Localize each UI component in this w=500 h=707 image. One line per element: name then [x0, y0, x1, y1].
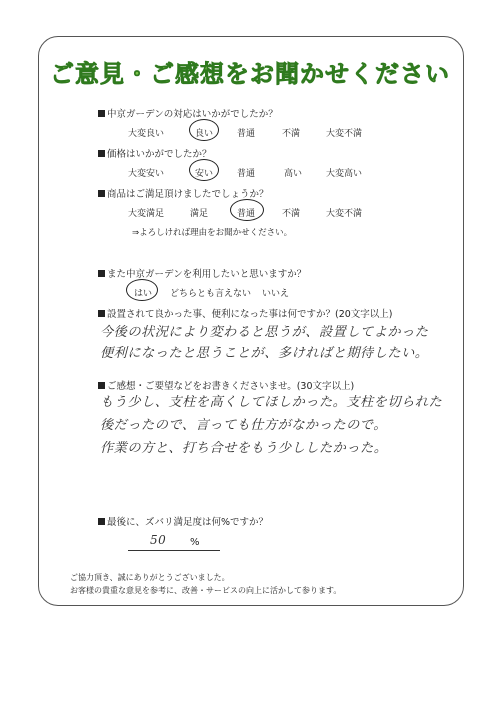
q2-option-5[interactable]: 大変高い	[326, 169, 363, 179]
survey-title: ご意見・ご感想をお聞かせください	[50, 60, 450, 88]
q3-option-4[interactable]: 不満	[282, 209, 301, 219]
square-bullet-icon	[98, 190, 105, 197]
q2-option-4[interactable]: 高い	[284, 169, 303, 179]
question-4-label: また中京ガーデンを利用したいと思いますか？	[98, 266, 306, 280]
q2-option-1[interactable]: 大変安い	[128, 169, 165, 179]
q2-option-2[interactable]: 安い	[195, 169, 214, 179]
q4-option-2[interactable]: どちらとも言えない	[170, 289, 252, 299]
q4-selected-circle	[126, 279, 158, 301]
question-6-label: ご感想・ご要望などをお書きくださいませ。(30文字以上)	[98, 378, 354, 392]
q6-answer-line-1: もう少し、支柱を高くしてほしかった。支柱を切られた	[100, 395, 443, 410]
percent-unit: %	[190, 537, 200, 548]
q3-option-5[interactable]: 大変不満	[326, 209, 363, 219]
square-bullet-icon	[98, 518, 105, 525]
question-1-label: 中京ガーデンの対応はいかがでしたか？	[98, 106, 278, 120]
q4-option-1[interactable]: はい	[134, 289, 153, 299]
q1-option-1[interactable]: 大変良い	[128, 129, 165, 139]
satisfaction-underline	[128, 550, 220, 551]
q5-answer-line-1: 今後の状況により変わると思うが、設置してよかった	[100, 325, 429, 340]
q2-selected-circle	[189, 159, 219, 181]
square-bullet-icon	[98, 270, 105, 277]
q2-option-3[interactable]: 普通	[237, 169, 256, 179]
q6-answer-line-3: 作業の方と、打ち合せをもう少ししたかった。	[100, 441, 388, 456]
question-5-label: 設置されて良かった事、便利になった事は何ですか？(20文字以上)	[98, 306, 393, 320]
square-bullet-icon	[98, 110, 105, 117]
footer-line-2: お客様の貴重な意見を参考に、改善・サービスの向上に活かして参ります。	[70, 586, 342, 595]
q1-option-2[interactable]: 良い	[195, 129, 214, 139]
q3-option-2[interactable]: 満足	[190, 209, 209, 219]
q3-option-3[interactable]: 普通	[237, 209, 256, 219]
footer-line-1: ご協力頂き、誠にありがとうございました。	[70, 573, 230, 582]
q4-option-3[interactable]: いいえ	[262, 289, 290, 299]
question-2-label: 価格はいかがでしたか？	[98, 146, 212, 160]
q1-option-5[interactable]: 大変不満	[326, 129, 363, 139]
q1-option-4[interactable]: 不満	[282, 129, 301, 139]
q1-selected-circle	[189, 119, 219, 141]
q3-option-1[interactable]: 大変満足	[128, 209, 165, 219]
square-bullet-icon	[98, 382, 105, 389]
question-7-label: 最後に、ズバリ満足度は何%ですか？	[98, 514, 268, 528]
q5-answer-line-2: 便利になったと思うことが、多ければと期待したい。	[100, 346, 429, 361]
q6-answer-line-2: 後だったので、言っても仕方がなかったので。	[100, 418, 387, 433]
square-bullet-icon	[98, 310, 105, 317]
satisfaction-value: 50	[150, 533, 167, 547]
q3-selected-circle	[230, 199, 264, 221]
q1-option-3[interactable]: 普通	[237, 129, 256, 139]
question-3-label: 商品はご満足頂けましたでしょうか？	[98, 186, 269, 200]
square-bullet-icon	[98, 150, 105, 157]
reason-note: ⇒よろしければ理由をお聞かせください。	[132, 228, 293, 238]
